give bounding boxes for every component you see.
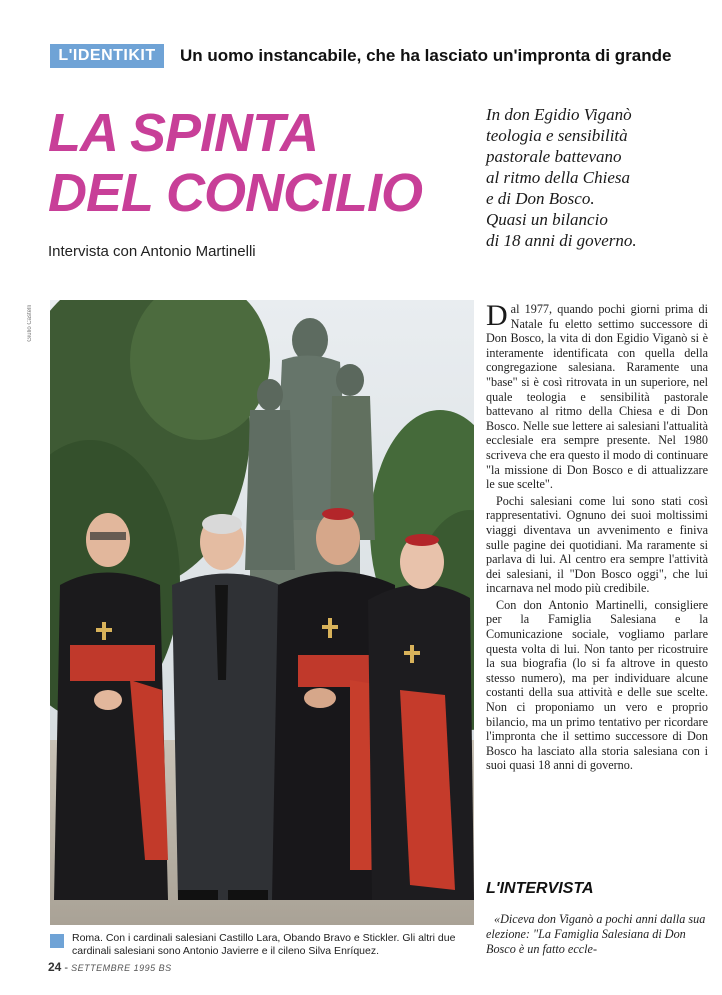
article-subtitle: Intervista con Antonio Martinelli <box>48 243 256 260</box>
body-paragraph: Pochi salesiani come lui sono stati così rappresentativi. Ognuno dei suoi moltissimi viaggi diventava un avvenimento e finiva sulle pagine dei quotidiani. Ma raramente si parlava di lui. Al centro era sempre l'attività dei salesiani, il "Don Bosco oggi", che lui incarnava nel modo più credibile. <box>486 493 708 596</box>
photo-caption: Roma. Con i cardinali salesiani Castillo Lara, Obando Bravo e Stickler. Gli altri due cardinali salesiani sono Antonio Javierre e il cileno Silva Enríquez. <box>72 932 456 957</box>
deck-line: di 18 anni di governo. <box>486 231 637 250</box>
article-deck <box>486 104 711 251</box>
paragraph-text: al 1977, quando pochi giorni prima di Natale fu eletto settimo successore di Don Bosco, la vita di don Egidio Viganò si è interamente identificata con quella della congregazione salesiana. Raramente una "base" si è così ritrovata in un superiore, nel quale teologia e sensibilità pastorale battevano al ritmo della Chiesa e di Don Bosco. Nelle sue lettere ai salesiani l'attualità ecclesiale era sempre presente. Nel 1980 scriveva che era questo il modo di continuare "la missione di Don Bosco e di attualizzare le sue scelte". <box>486 302 708 492</box>
deck-line: teologia e sensibilità <box>486 126 628 145</box>
deck-line: e di Don Bosco. <box>486 189 595 208</box>
issue-date: SETTEMBRE 1995 BS <box>71 963 172 973</box>
kicker-headline: Un uomo instancabile, che ha lasciato un'impronta di grande <box>180 46 672 65</box>
deck-line: Quasi un bilancio <box>486 210 608 229</box>
body-paragraph: Con don Antonio Martinelli, consigliere per la Famiglia Salesiana e la Comunicazione sociale, vogliamo parlare questa volta di lui. Non tanto per ricostruire la sua biografia (lo si fa altrove in questo stesso numero), ma per individuare alcune costanti della sua attività e delle sue scelte. Non ci proponiamo un vero e proprio bilancio, ma un primo tentativo per ricordare l'impronta che il settimo successore di Don Bosco ha lasciato alla storia salesiana con i suoi quasi 18 anni di governo. <box>486 597 708 773</box>
interview-text: «Diceva don Viganò a pochi anni dalla sua elezione: "La Famiglia Salesiana di Don Bosco è un fatto eccle- <box>486 912 706 956</box>
group-photo <box>50 300 474 925</box>
body-paragraph <box>486 299 708 492</box>
footer-separator: - <box>61 962 72 974</box>
deck-line: In don Egidio Viganò <box>486 105 632 124</box>
article-body <box>486 299 708 775</box>
section-heading: L'INTERVISTA <box>486 880 594 897</box>
title-line-1: LA SPINTA <box>48 103 318 163</box>
deck-line: pastorale battevano <box>486 147 622 166</box>
page-number: 24 <box>48 960 62 974</box>
photo-credit: Giulio Castelli <box>27 305 33 342</box>
page-footer <box>48 960 172 975</box>
article-title <box>48 103 468 223</box>
title-line-2: DEL CONCILIO <box>48 163 423 223</box>
deck-line: al ritmo della Chiesa <box>486 168 631 187</box>
section-tag: L'IDENTIKIT <box>50 44 164 68</box>
drop-cap: D <box>486 299 508 332</box>
caption-marker <box>50 934 64 948</box>
